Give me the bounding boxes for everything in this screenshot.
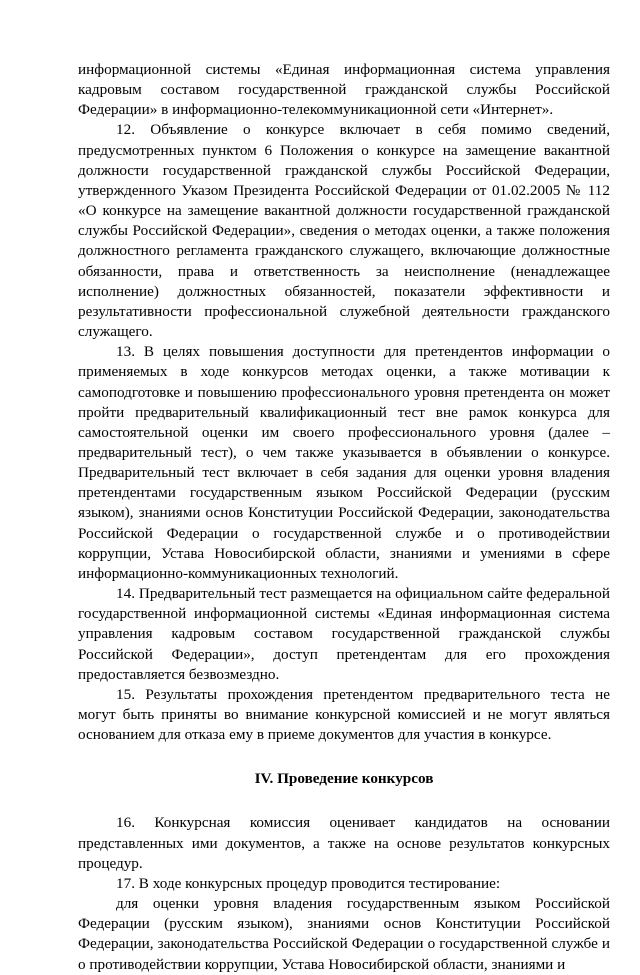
paragraph-17-item: для оценки уровня владения государственным языком Российской Федерации (русским языком), знаниями основ Конституции Российской Федерации, законодательства Российской Федерации о государственной службе и о противодействии коррупции, Устава Новосибирской области, знаниями и (78, 895, 610, 973)
document-page (78, 60, 610, 975)
paragraph-14: 14. Предварительный тест размещается на официальном сайте федеральной государственной информационной системы «Единая информационная система управления кадровым составом государственной гражданской службы Российской Федерации», доступ претендентам для его прохождения предоставляется безвозмездно. (78, 585, 610, 683)
paragraph-16: 16. Конкурсная комиссия оценивает кандидатов на основании представленных ими документов, а также на основе результатов конкурсных процедур. (78, 814, 610, 872)
paragraph-15: 15. Результаты прохождения претендентом предварительного теста не могут быть приняты во внимание конкурсной комиссией и не могут являться основанием для отказа ему в приеме документов для участия в конкурсе. (78, 685, 610, 744)
paragraph-cont: информационной системы «Единая информационная система управления кадровым составом государственной гражданской службы Российской Федерации» в информационно-телекоммуникационной сети «Интернет». (78, 61, 610, 119)
paragraph-12: 12. Объявление о конкурсе включает в себя помимо сведений, предусмотренных пунктом 6 Положения о конкурсе на замещение вакантной должности государственной гражданской службы Российской Федерации, утвержденного Указом Президента Российской Федерации от 01.02.2005 № 112 «О конкурсе на замещение вакантной должности государственной гражданской службы Российской Федерации», сведения о методах оценки, а также положения должностного регламента гражданского служащего, включающие должностные обязанности, права и ответственность за неисполнение (ненадлежащее исполнение) должностных обязанностей, показатели эффективности и результативности профессиональной служебной деятельности гражданского служащего. (78, 121, 610, 341)
paragraph-13: 13. В целях повышения доступности для претендентов информации о применяемых в ходе конкурсов методах оценки, а также мотивации к самоподготовке и повышению профессионального уровня претендента он может пройти предварительный квалификационный тест вне рамок конкурса для самостоятельной оценки им своего профессионального уровня (далее – предварительный тест), о чем также указывается в объявлении о конкурсе. Предварительный тест включает в себя задания для оценки уровня владения претендентами государственным языком Российской Федерации (русским языком), знаниями основ Конституции Российской Федерации, законодательства Российской Федерации о государственной службе и о противодействии коррупции, Устава Новосибирской области, знаниями и умениями в сфере информационно-коммуникационных технологий. (78, 343, 610, 582)
paragraph-17: 17. В ходе конкурсных процедур проводится тестирование: (116, 874, 501, 892)
section-heading: IV. Проведение конкурсов (254, 770, 434, 788)
